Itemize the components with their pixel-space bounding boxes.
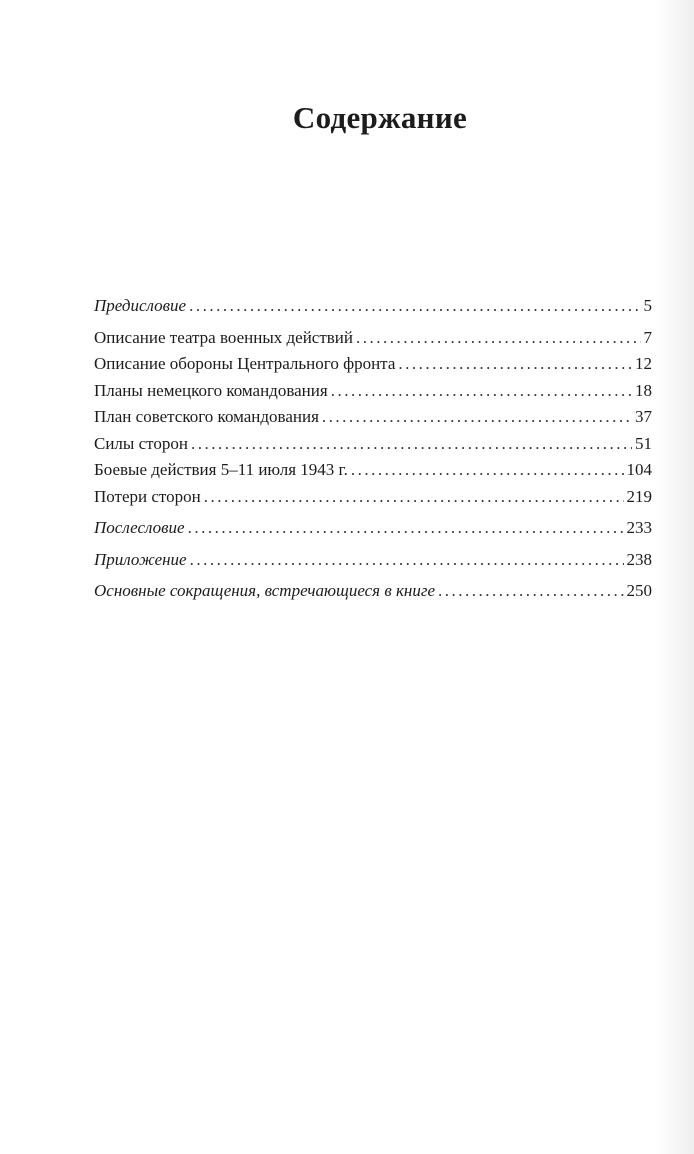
toc-entry-title: План советского командования — [94, 407, 319, 426]
toc-entry[interactable] — [94, 431, 652, 458]
toc-entry[interactable] — [94, 547, 652, 574]
page-title: Содержание — [292, 100, 468, 135]
toc-entry-title: Описание театра военных действий — [94, 327, 354, 347]
toc-entry-title: Основные сокращения, встречающиеся в книге — [94, 581, 436, 600]
toc-entry-page: 7 — [643, 327, 652, 347]
toc-leader-dots — [356, 325, 640, 352]
toc-entry[interactable] — [94, 484, 652, 511]
toc-entry-title: Потери сторон — [94, 486, 201, 506]
toc-entry-title: Описание обороны Центрального фронта — [94, 354, 396, 373]
toc-entry[interactable] — [94, 325, 652, 352]
page-edge-shadow — [654, 0, 694, 1154]
toc-leader-dots — [398, 351, 632, 378]
toc-leader-dots — [351, 457, 624, 484]
toc-entry-page: 18 — [635, 380, 652, 400]
toc-entry[interactable] — [94, 293, 652, 320]
toc-entry-page: 12 — [635, 354, 652, 373]
toc-leader-dots — [189, 293, 640, 320]
toc-entry-page: 250 — [626, 581, 652, 600]
toc-leader-dots — [188, 515, 624, 542]
toc-entry[interactable] — [94, 378, 652, 405]
toc-entry-title: Предисловие — [94, 296, 187, 315]
toc-leader-dots — [191, 431, 632, 458]
toc-leader-dots — [331, 378, 632, 405]
table-of-contents — [94, 293, 652, 610]
toc-entry[interactable] — [94, 578, 652, 605]
toc-entry-page: 233 — [626, 518, 652, 537]
toc-entry[interactable] — [94, 404, 652, 431]
toc-entry[interactable] — [94, 351, 652, 378]
toc-entry[interactable] — [94, 457, 652, 484]
toc-entry-title: Приложение — [94, 549, 187, 569]
toc-entry-title: Планы немецкого командования — [94, 380, 328, 400]
toc-leader-dots — [322, 404, 632, 431]
toc-entry-page: 37 — [635, 407, 652, 426]
toc-entry-page: 238 — [626, 549, 652, 569]
toc-entry-title: Боевые действия 5–11 июля 1943 г. — [94, 460, 348, 479]
toc-entry-page: 219 — [626, 486, 652, 506]
toc-entry-page: 5 — [643, 296, 652, 315]
toc-entry-page: 104 — [626, 460, 652, 479]
toc-entry-title: Послесловие — [94, 518, 185, 537]
toc-leader-dots — [190, 547, 624, 574]
toc-entry-title: Силы сторон — [94, 433, 188, 453]
toc-entry[interactable] — [94, 515, 652, 542]
toc-leader-dots — [438, 578, 623, 605]
toc-entry-page: 51 — [635, 433, 652, 453]
toc-leader-dots — [204, 484, 624, 511]
